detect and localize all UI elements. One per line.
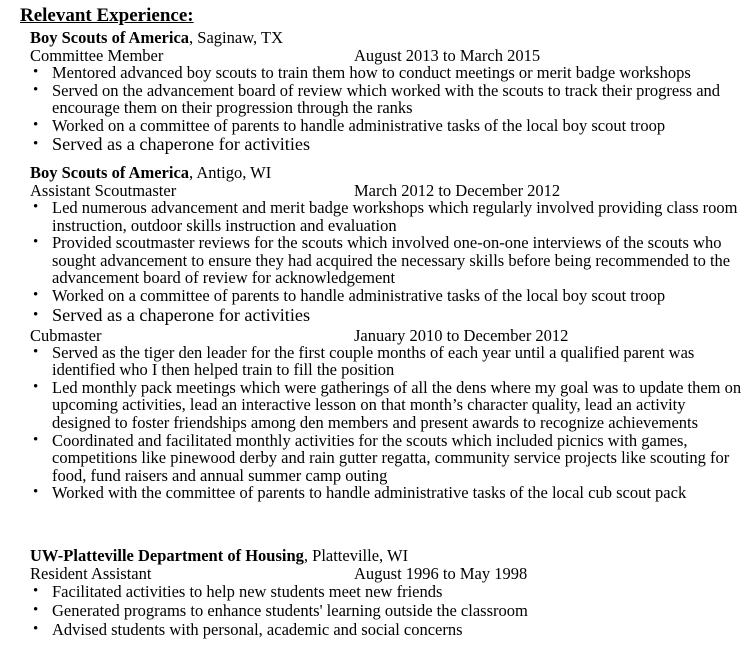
bullet-text: Advised students with personal, academic and social concerns bbox=[52, 620, 463, 639]
bullet-icon: • bbox=[33, 343, 39, 360]
org-location: , Saginaw, TX bbox=[189, 28, 283, 47]
list-item bbox=[30, 117, 742, 135]
role-line bbox=[30, 182, 740, 199]
bullet-text: Led monthly pack meetings which were gatherings of all the dens where my goal was to update them on upcoming activities, lead an interactive lesson on that month’s character quality, lead an activity designed to foster friendships among den members and present awards to recognize achievements bbox=[52, 377, 742, 432]
role-dates: August 2013 to March 2015 bbox=[354, 46, 541, 65]
list-item bbox=[30, 620, 742, 639]
list-item bbox=[30, 234, 742, 287]
list-item bbox=[30, 82, 742, 117]
bullet-text: Worked on a committee of parents to handle administrative tasks of the local boy scout troop bbox=[52, 285, 666, 305]
bullet-icon: • bbox=[33, 286, 39, 303]
bullet-text: Provided scoutmaster reviews for the scouts which involved one-on-one interviews of the scouts who sought advancement to ensure they had acquired the necessary skills before being recommended to the advancement board of review for acknowledgement bbox=[52, 233, 731, 288]
org-location: , Platteville, WI bbox=[303, 546, 409, 565]
role-title: Resident Assistant bbox=[30, 564, 152, 583]
bullet-icon: • bbox=[33, 306, 39, 323]
bullet-icon: • bbox=[33, 431, 39, 448]
role-dates: March 2012 to December 2012 bbox=[354, 181, 561, 200]
bullet-text: Led numerous advancement and merit badge workshops which regularly involved providing class room instruction, outdoor skills instruction and evaluation bbox=[52, 198, 738, 235]
org-name: Boy Scouts of America bbox=[30, 28, 190, 47]
job-entry bbox=[30, 546, 740, 639]
bullet-icon: • bbox=[33, 484, 39, 501]
bullet-text: Served on the advancement board of review which worked with the scouts to track their progress and encourage them on their progression through the ranks bbox=[52, 80, 721, 118]
role-line bbox=[30, 47, 740, 64]
bullet-icon: • bbox=[33, 378, 39, 395]
bullet-icon: • bbox=[33, 199, 39, 215]
bullet-text: Facilitated activities to help new students meet new friends bbox=[52, 582, 443, 601]
list-item bbox=[30, 601, 742, 620]
bullet-list bbox=[30, 344, 740, 502]
bullet-text: Served as a chaperone for activities bbox=[52, 134, 311, 155]
bullet-list bbox=[30, 199, 740, 325]
list-item bbox=[30, 432, 742, 485]
org-line bbox=[30, 546, 740, 565]
role-line bbox=[30, 565, 740, 582]
bullet-text: Coordinated and facilitated monthly activities for the scouts which included picnics with games, competitions like pinewood derby and rain gutter regatta, community service projects like scouting for food, fund raisers and annual summer camp outing bbox=[52, 430, 730, 485]
org-line bbox=[30, 28, 740, 47]
role-title: Cubmaster bbox=[30, 325, 102, 345]
org-name: UW-Platteville Department of Housing bbox=[30, 546, 304, 565]
bullet-text: Generated programs to enhance students' learning outside the classroom bbox=[52, 601, 528, 620]
bullet-icon: • bbox=[33, 234, 39, 251]
bullet-icon: • bbox=[33, 64, 39, 80]
org-name: Boy Scouts of America bbox=[30, 163, 190, 182]
bullet-list bbox=[30, 64, 740, 154]
bullet-text: Served as a chaperone for activities bbox=[52, 304, 311, 325]
list-item bbox=[30, 484, 742, 502]
role-title: Committee Member bbox=[30, 46, 164, 65]
section-heading: Relevant Experience: bbox=[20, 5, 194, 26]
bullet-icon: • bbox=[33, 136, 39, 153]
bullet-text: Worked on a committee of parents to handle administrative tasks of the local boy scout troop bbox=[52, 115, 666, 135]
bullet-text: Worked with the committee of parents to handle administrative tasks of the local cub scout pack bbox=[52, 483, 687, 503]
role-dates: August 1996 to May 1998 bbox=[354, 564, 528, 583]
bullet-icon: • bbox=[33, 583, 39, 599]
bullet-list bbox=[30, 582, 740, 639]
bullet-text: Mentored advanced boy scouts to train them how to conduct meetings or merit badge workshops bbox=[52, 63, 691, 82]
bullet-icon: • bbox=[33, 602, 39, 618]
org-location: , Antigo, WI bbox=[189, 163, 272, 182]
bullet-icon: • bbox=[33, 621, 39, 637]
list-item bbox=[30, 134, 742, 154]
list-item bbox=[30, 287, 742, 305]
list-item bbox=[30, 64, 742, 82]
org-line bbox=[30, 163, 740, 182]
job-entry bbox=[30, 28, 740, 154]
role-title: Assistant Scoutmaster bbox=[30, 181, 177, 200]
bullet-text: Served as the tiger den leader for the first couple months of each year until a qualified parent was identified who I then helped train to fill the position bbox=[52, 342, 695, 380]
list-item bbox=[30, 379, 742, 432]
list-item bbox=[30, 582, 742, 601]
role-dates: January 2010 to December 2012 bbox=[354, 325, 569, 345]
list-item bbox=[30, 199, 742, 234]
list-item bbox=[30, 305, 742, 325]
role-line bbox=[30, 327, 740, 344]
list-item bbox=[30, 344, 742, 379]
job-entry bbox=[30, 163, 740, 502]
bullet-icon: • bbox=[33, 116, 39, 133]
bullet-icon: • bbox=[33, 81, 39, 98]
